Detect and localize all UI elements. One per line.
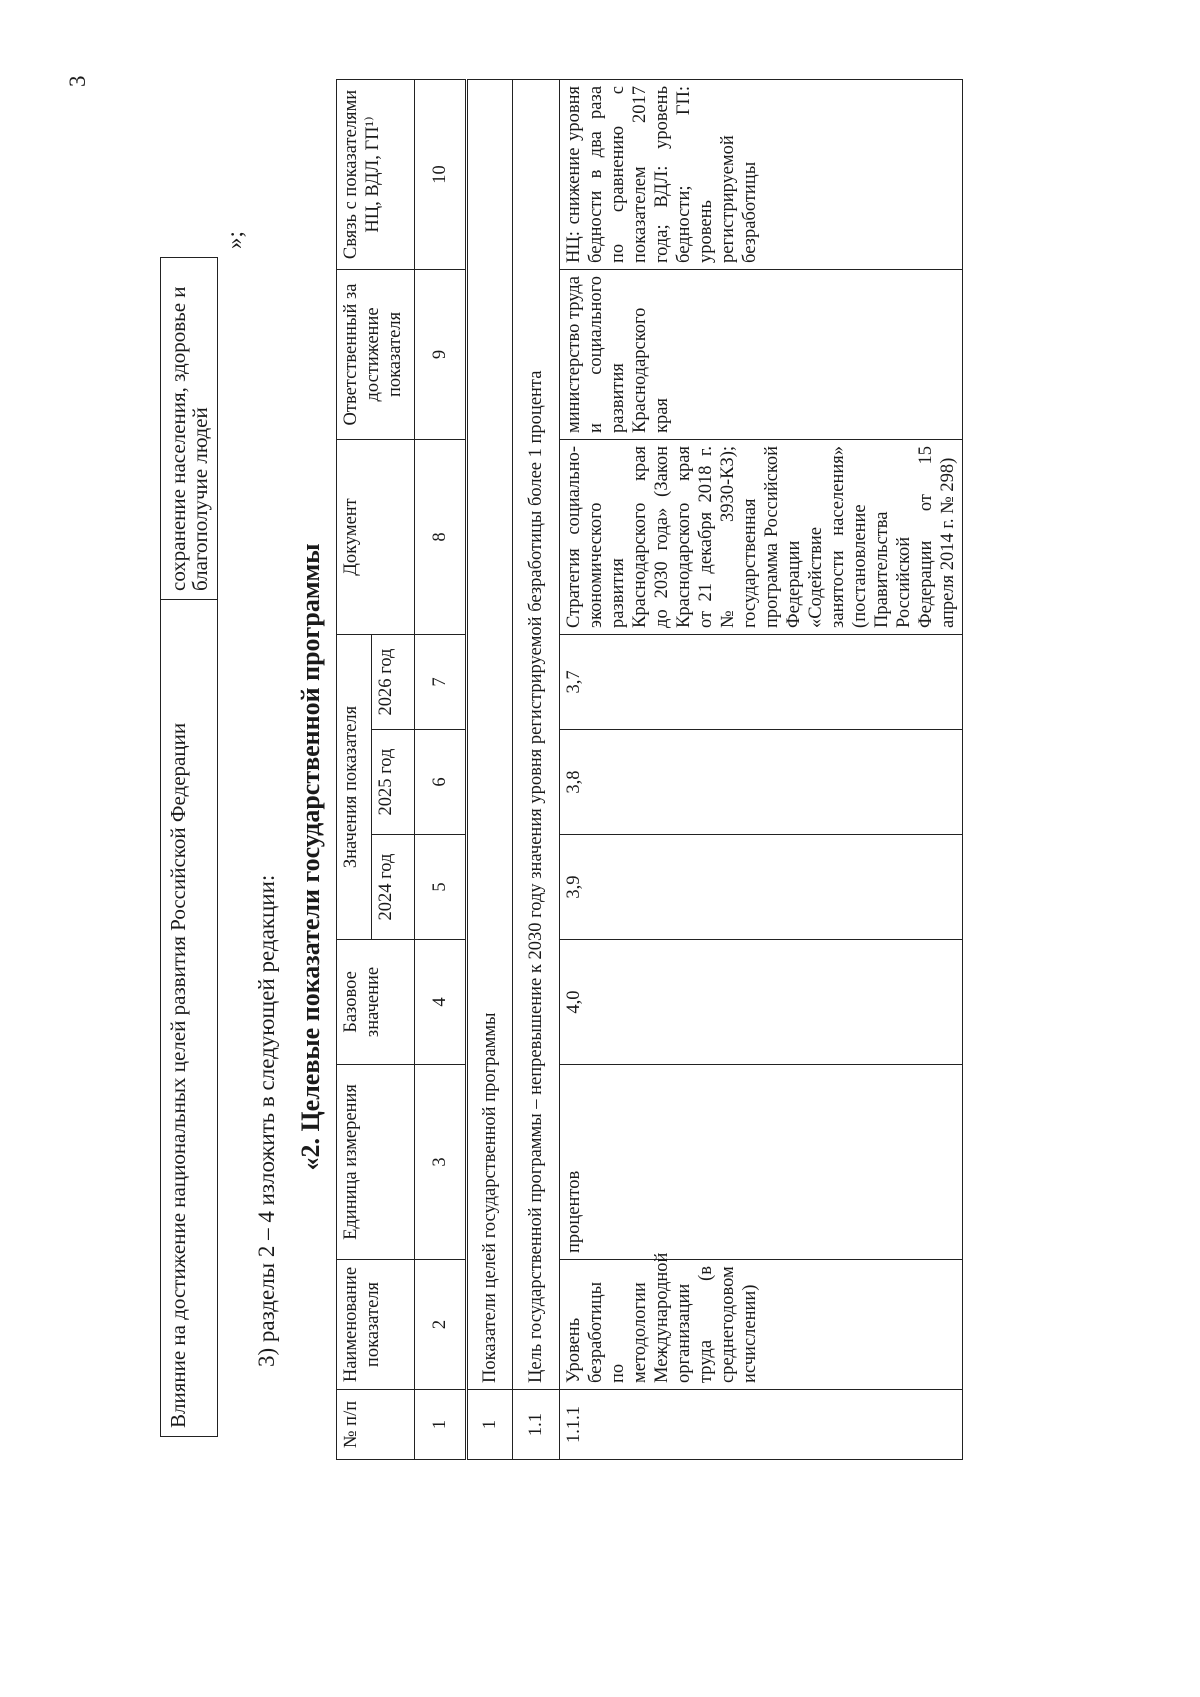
section-row-num: 1 xyxy=(467,1390,513,1460)
previous-table xyxy=(160,257,218,1437)
colnum-cell: 6 xyxy=(415,730,467,835)
data-2024: 3,9 xyxy=(560,835,963,940)
header-name: Наименование показателя xyxy=(337,1260,415,1390)
header-resp: Ответственный за достижение показателя xyxy=(337,269,415,439)
colnum-cell: 7 xyxy=(415,634,467,729)
goal-row-num: 1.1 xyxy=(513,1390,560,1460)
data-resp: министерство труда и социального развития Краснодарского края xyxy=(560,269,963,439)
data-unit: процентов xyxy=(560,1065,963,1260)
header-doc: Документ xyxy=(337,439,415,634)
header-2024: 2024 год xyxy=(372,835,415,940)
data-row xyxy=(560,79,963,1459)
data-link: НЦ: снижение уровня бедности в два раза по сравнению с показателем 2017 года; ВДЛ: уровень бедности; ГП: уровень регистрируемой безработицы xyxy=(560,79,963,269)
colnum-cell: 2 xyxy=(415,1260,467,1390)
goal-row-text: Цель государственной программы – непревышение к 2030 году значения уровня регистрируемой безработицы более 1 процента xyxy=(513,79,560,1389)
closing-quote: »; xyxy=(222,231,247,249)
section-row xyxy=(467,79,513,1459)
column-numbers-row xyxy=(415,79,467,1459)
prev-left-cell: Влияние на достижение национальных целей развития Российской Федерации xyxy=(161,600,218,1437)
header-base: Базовое значение xyxy=(337,940,415,1065)
page-number: 3 xyxy=(65,75,90,87)
header-row xyxy=(337,79,372,1459)
indicators-table xyxy=(336,79,963,1460)
goal-row xyxy=(513,79,560,1459)
header-unit: Единица измерения xyxy=(337,1065,415,1260)
data-name: Уровень безработицы по методологии Международной организации труда (в среднегодовом исчислении) xyxy=(560,1260,963,1390)
colnum-cell: 9 xyxy=(415,269,467,439)
data-2025: 3,8 xyxy=(560,730,963,835)
prev-right-cell: сохранение населения, здоровье и благополучие людей xyxy=(161,258,218,600)
data-2026: 3,7 xyxy=(560,634,963,729)
header-2025: 2025 год xyxy=(372,730,415,835)
data-doc: Стратегия социально-экономического развития Краснодарского края до 2030 года» (Закон Краснодарского края от 21 декабря 2018 г. № 3930-КЗ); государственная программа Российской Федерации «Содействие занятости населения» (постановление Правительства Российской Федерации от 15 апреля 2014 г. № 298) xyxy=(560,439,963,634)
colnum-cell: 1 xyxy=(415,1390,467,1460)
previous-table-row xyxy=(161,258,218,1437)
header-values-group: Значения показателя xyxy=(337,634,372,939)
header-link: Связь с показателями НЦ, ВДЛ, ГП¹⁾ xyxy=(337,79,415,269)
header-2026: 2026 год xyxy=(372,634,415,729)
data-base: 4,0 xyxy=(560,940,963,1065)
colnum-cell: 4 xyxy=(415,940,467,1065)
colnum-cell: 3 xyxy=(415,1065,467,1260)
section-row-text: Показатели целей государственной программы xyxy=(467,79,513,1389)
intro-text: 3) разделы 2 – 4 изложить в следующей редакции: xyxy=(254,874,279,1367)
colnum-cell: 5 xyxy=(415,835,467,940)
section-title: «2. Целевые показатели государственной программы xyxy=(296,543,325,1171)
header-num: № п/п xyxy=(337,1390,415,1460)
colnum-cell: 8 xyxy=(415,439,467,634)
data-num: 1.1.1 xyxy=(560,1390,963,1460)
colnum-cell: 10 xyxy=(415,79,467,269)
